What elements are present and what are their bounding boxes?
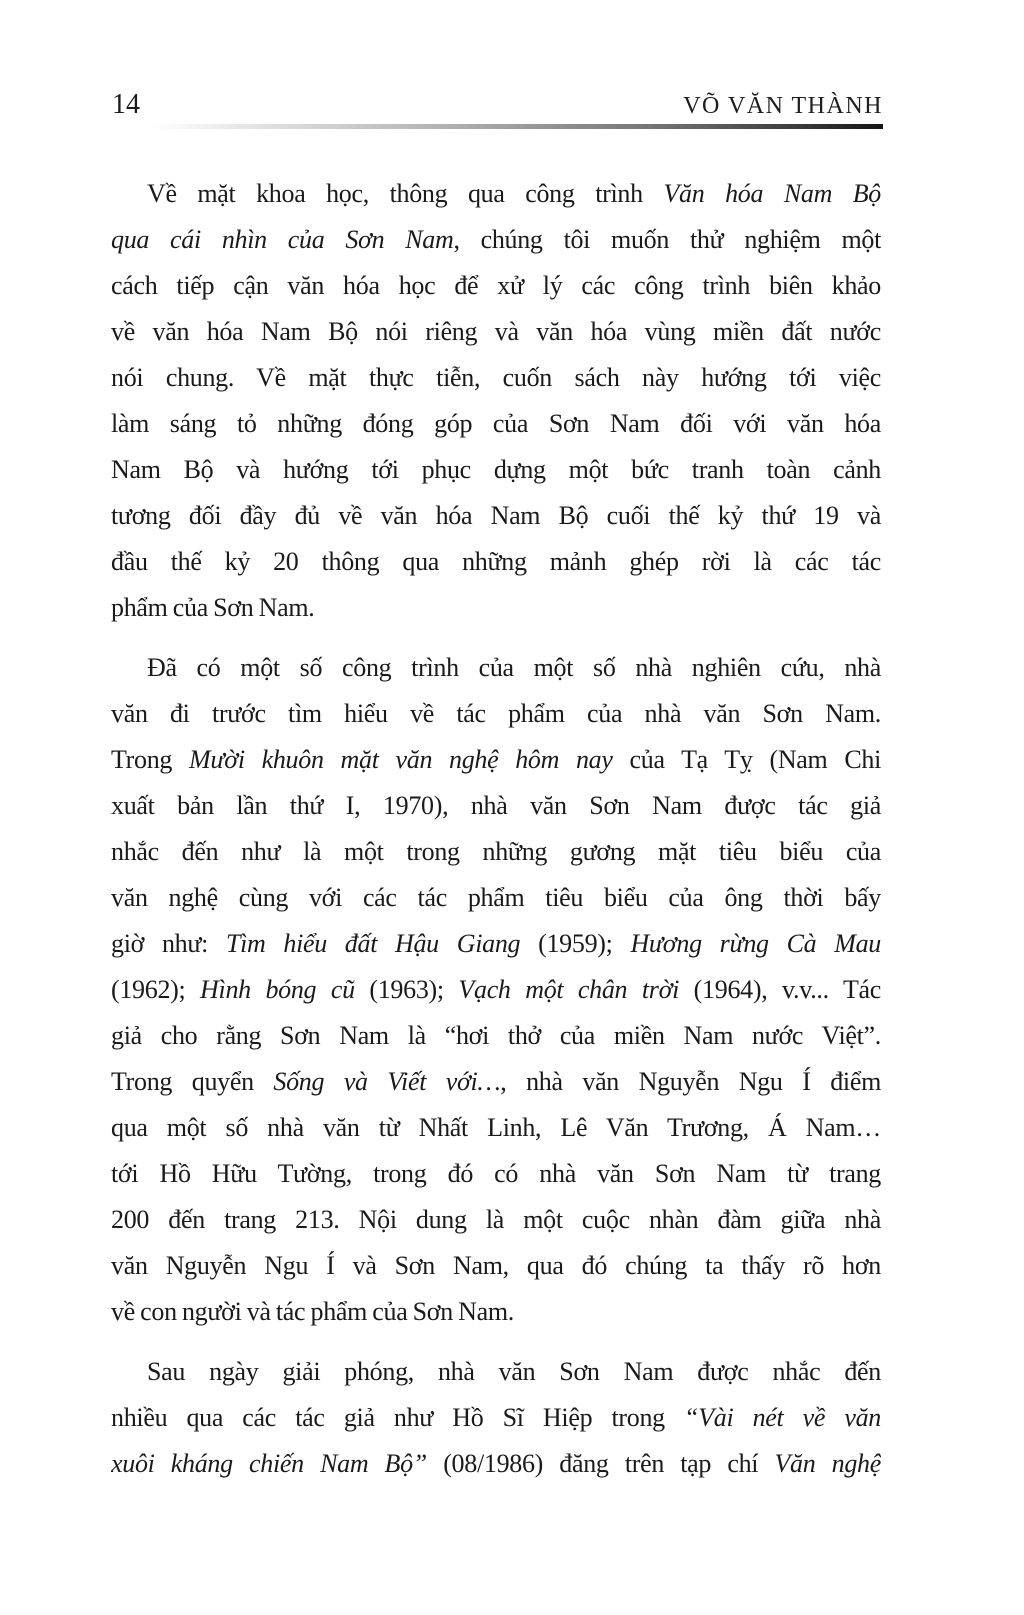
text-line [111, 829, 881, 875]
text-line [111, 217, 881, 263]
text-segment: về con người và tác phẩm của Sơn Nam. [111, 1297, 514, 1326]
text-segment: Đã có một số công trình của một số nhà nghiên cứu, nhà [147, 653, 881, 682]
text-segment: nhắc đến như là một trong những gương mặt tiêu biểu của [111, 837, 881, 866]
text-line [111, 401, 881, 447]
text-segment: Mười khuôn mặt văn nghệ hôm nay [189, 745, 613, 774]
text-block [111, 171, 881, 1487]
text-segment: , nhà văn Nguyễn Ngu Í điểm [500, 1067, 881, 1096]
text-line [111, 875, 881, 921]
text-line [111, 967, 881, 1013]
text-line [111, 585, 881, 631]
paragraph [111, 645, 881, 1335]
page-number: 14 [112, 89, 140, 120]
text-segment: tới Hồ Hữu Tường, trong đó có nhà văn Sơn Nam từ trang [111, 1159, 881, 1188]
text-line [111, 1441, 881, 1487]
text-segment: Văn nghệ [774, 1449, 881, 1478]
text-line [111, 1349, 881, 1395]
text-segment: Trong quyển [111, 1067, 274, 1096]
text-segment: Văn hóa Nam Bộ [663, 179, 881, 208]
text-segment: (1962); [111, 975, 201, 1004]
text-segment: Sống và Viết với… [273, 1067, 501, 1096]
text-segment: nhiều qua các tác giả như Hồ Sĩ Hiệp trong [111, 1403, 685, 1432]
text-segment: văn nghệ cùng với các tác phẩm tiêu biểu của ông thời bấy [111, 883, 881, 912]
text-segment: Về mặt khoa học, thông qua công trình [147, 179, 664, 208]
text-line [111, 447, 881, 493]
text-segment: văn đi trước tìm hiểu về tác phẩm của nhà văn Sơn Nam. [111, 699, 881, 728]
text-line [111, 645, 881, 691]
text-segment: Trong [111, 745, 189, 774]
text-line [111, 1289, 881, 1335]
text-segment: đầu thế kỷ 20 thông qua những mảnh ghép rời là các tác [111, 547, 881, 576]
text-line [111, 783, 881, 829]
text-line [111, 309, 881, 355]
text-segment: (1964), v.v... Tác [679, 975, 881, 1004]
header-rule [150, 124, 883, 129]
text-segment: của Tạ Tỵ (Nam Chi [612, 745, 881, 774]
text-segment: xuất bản lần thứ I, 1970), nhà văn Sơn Nam được tác giả [111, 791, 881, 820]
text-line [111, 1151, 881, 1197]
text-segment: Vạch một chân trời [458, 975, 680, 1004]
text-segment: qua cái nhìn của Sơn Nam [111, 225, 454, 254]
text-segment: , chúng tôi muốn thử nghiệm một [453, 225, 881, 254]
text-segment: (08/1986) đăng trên tạp chí [426, 1449, 775, 1478]
text-segment: xuôi kháng chiến Nam Bộ” [111, 1449, 427, 1478]
running-head: VÕ VĂN THÀNH [683, 93, 883, 119]
text-segment: giờ như: [111, 929, 226, 958]
text-segment: làm sáng tỏ những đóng góp của Sơn Nam đối với văn hóa [111, 409, 881, 438]
text-segment: nói chung. Về mặt thực tiễn, cuốn sách này hướng tới việc [111, 363, 881, 392]
text-segment: cách tiếp cận văn hóa học để xử lý các công trình biên khảo [111, 271, 881, 300]
text-line [111, 355, 881, 401]
text-line [111, 1105, 881, 1151]
text-segment: Tìm hiểu đất Hậu Giang [225, 929, 521, 958]
text-line [111, 171, 881, 217]
text-line [111, 737, 881, 783]
text-segment: 200 đến trang 213. Nội dung là một cuộc nhàn đàm giữa nhà [111, 1205, 881, 1234]
text-line [111, 493, 881, 539]
text-line [111, 263, 881, 309]
text-line [111, 1243, 881, 1289]
text-segment: phẩm của Sơn Nam. [111, 593, 315, 622]
text-line [111, 1013, 881, 1059]
text-segment: (1959); [520, 929, 631, 958]
text-segment: tương đối đầy đủ về văn hóa Nam Bộ cuối thế kỷ thứ 19 và [111, 501, 881, 530]
text-segment: Hình bóng cũ [200, 975, 355, 1004]
text-segment: giả cho rằng Sơn Nam là “hơi thở của miền Nam nước Việt”. [111, 1021, 881, 1050]
text-segment: Nam Bộ và hướng tới phục dựng một bức tranh toàn cảnh [111, 455, 881, 484]
text-segment: Sau ngày giải phóng, nhà văn Sơn Nam được nhắc đến [147, 1357, 881, 1386]
text-segment: “Vài nét về văn [684, 1403, 881, 1432]
text-line [111, 1395, 881, 1441]
text-segment: văn Nguyễn Ngu Í và Sơn Nam, qua đó chúng ta thấy rõ hơn [111, 1251, 881, 1280]
text-segment: (1963); [354, 975, 459, 1004]
text-line [111, 539, 881, 585]
paragraph [111, 171, 881, 631]
text-segment: về văn hóa Nam Bộ nói riêng và văn hóa vùng miền đất nước [111, 317, 881, 346]
text-line [111, 921, 881, 967]
paragraph [111, 1349, 881, 1487]
text-line [111, 1059, 881, 1105]
text-line [111, 691, 881, 737]
text-line [111, 1197, 881, 1243]
text-segment: Hương rừng Cà Mau [630, 929, 881, 958]
text-segment: qua một số nhà văn từ Nhất Linh, Lê Văn Trương, Á Nam… [111, 1113, 881, 1142]
